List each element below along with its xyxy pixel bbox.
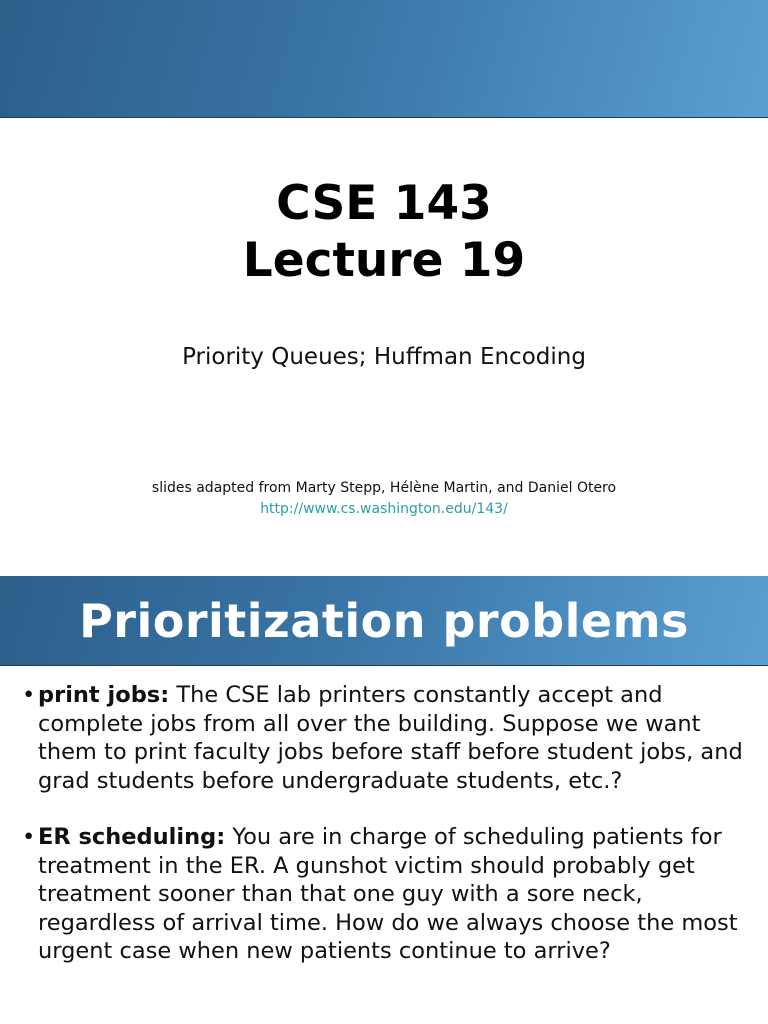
course-link[interactable]: http://www.cs.washington.edu/143/ — [260, 501, 508, 517]
bullet-text: The CSE lab printers constantly accept and complete jobs from all over the building. Suppose we want them to print faculty jobs before staff before student jobs, and grad students before undergraduate students, etc.? — [38, 682, 743, 794]
bullet-list — [22, 681, 752, 994]
bullet-item-er-scheduling — [22, 823, 752, 966]
slide-title: Prioritization problems — [79, 593, 689, 648]
bullet-text: You are in charge of scheduling patients for treatment in the ER. A gunshot victim should probably get treatment sooner than that one guy with a sore neck, regardless of arrival time. How do we always choose the most urgent case when new patients continue to arrive? — [38, 824, 738, 964]
bullet-term: ER scheduling: — [38, 824, 226, 850]
bullet-item-print-jobs — [22, 681, 752, 795]
bullet-term: print jobs: — [38, 682, 170, 708]
bullet-icon: • — [22, 824, 36, 850]
bullet-icon: • — [22, 682, 36, 708]
credits-text: slides adapted from Marty Stepp, Hélène Martin, and Daniel Otero — [151, 480, 617, 496]
course-title: CSE 143 — [276, 176, 492, 231]
lecture-subtitle: Priority Queues; Huffman Encoding — [182, 344, 586, 370]
slide-title-banner — [0, 576, 768, 666]
content-slide — [0, 576, 768, 1024]
lecture-title: Lecture 19 — [242, 233, 526, 288]
header-banner — [0, 0, 768, 118]
